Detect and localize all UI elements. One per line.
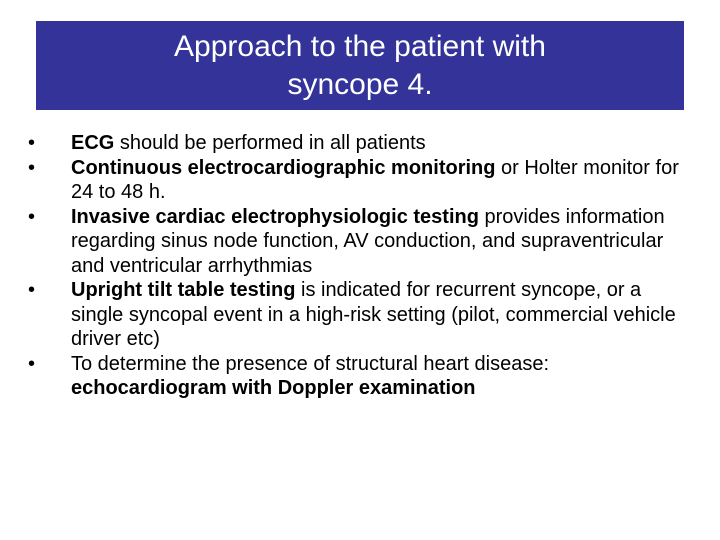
bullet-item-tilt-table [28,278,688,352]
bullet-item-monitoring [28,156,688,205]
bullet-item-ep-testing [28,205,688,279]
bullet-bold-text: Upright tilt table testing [71,279,296,301]
bullet-dot-icon: • [28,205,36,228]
bullet-text: should be performed in all patients [114,132,426,154]
bullet-bold-text: Continuous electrocardiographic monitoring [71,156,496,179]
bullet-dot-icon: • [28,132,36,154]
bullet-item-ecg [28,131,688,156]
bullet-list [28,131,688,401]
bullet-text: To determine the presence of structural heart disease: [71,352,550,375]
bullet-text: or Holter monitor for 24 to 48 h. [71,156,679,203]
bullet-dot-icon: • [28,156,36,179]
slide-title-line-1: Approach to the patient with [174,30,546,63]
bullet-dot-icon: • [28,279,36,301]
bullet-item-structural [28,352,688,401]
bullet-bold-text: echocardiogram with Doppler examination [71,377,476,399]
bullet-bold-text: ECG [71,132,115,154]
slide-title-banner [36,21,684,110]
bullet-bold-text: Invasive cardiac electrophysiologic testing [71,205,479,228]
bullet-text: provides information regarding sinus node function, AV conduction, and supraventricular and ventricular arrhythmias [71,205,665,277]
bullet-dot-icon: • [28,352,36,375]
bullet-text: is indicated for recurrent syncope, or a single syncopal event in a high-risk setting (pilot, commercial vehicle driver etc) [71,279,676,350]
slide-title-line-2: syncope 4. [287,68,433,101]
